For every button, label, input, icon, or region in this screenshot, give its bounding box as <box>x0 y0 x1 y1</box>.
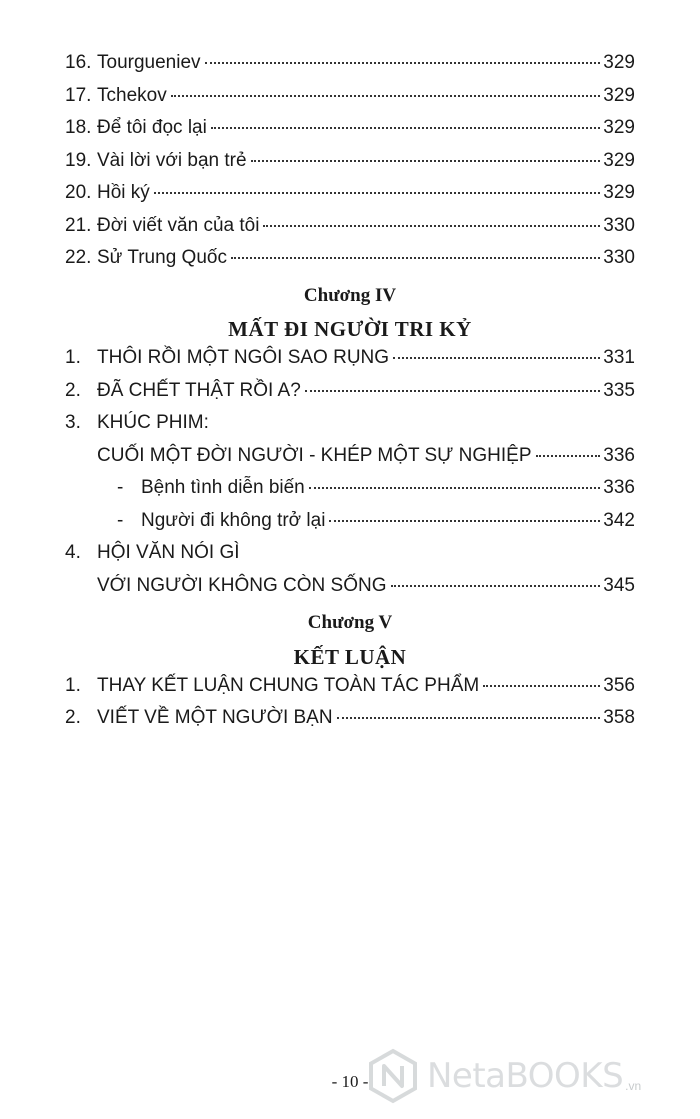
dot-leader <box>211 127 600 129</box>
entry-number: 1. <box>65 347 81 368</box>
entry-title: HỘI VĂN NÓI GÌ <box>97 542 240 563</box>
toc-entry <box>65 380 635 413</box>
dot-leader <box>483 685 600 687</box>
entry-number: 20. <box>65 182 92 203</box>
entry-page: 331 <box>603 347 635 368</box>
toc-entry-continuation <box>65 445 635 478</box>
entry-title: VIẾT VỀ MỘT NGƯỜI BẠN <box>97 707 333 728</box>
entry-title-continued: VỚI NGƯỜI KHÔNG CÒN SỐNG <box>97 574 387 596</box>
entry-title: Hồi ký <box>97 182 150 203</box>
entry-title-continued: CUỐI MỘT ĐỜI NGƯỜI - KHÉP MỘT SỰ NGHIỆP <box>97 444 532 466</box>
entry-number: 2. <box>65 379 81 401</box>
toc-entry <box>65 215 635 248</box>
entry-number: 1. <box>65 674 81 696</box>
entry-title: Tourgueniev <box>97 52 201 73</box>
entry-page: 330 <box>603 214 635 236</box>
entry-title: THÔI RỒI MỘT NGÔI SAO RỤNG <box>97 347 390 368</box>
bullet-dash: - <box>117 477 124 498</box>
toc-entry <box>65 150 635 183</box>
toc-entry-first-line <box>65 412 635 445</box>
toc-entry <box>65 675 635 708</box>
toc-entry <box>65 85 635 118</box>
toc-entry <box>65 182 635 215</box>
table-of-contents <box>65 52 635 740</box>
entry-page: 358 <box>603 707 635 728</box>
entry-page: 336 <box>603 477 635 498</box>
dot-leader <box>305 390 601 392</box>
entry-page: 335 <box>603 379 635 401</box>
entry-number: 4. <box>65 542 81 563</box>
bullet-dash: - <box>117 509 124 531</box>
toc-entry-continuation <box>65 575 635 608</box>
toc-entry <box>65 347 635 380</box>
dot-leader <box>536 455 601 457</box>
dot-leader <box>251 160 601 162</box>
dot-leader <box>154 192 601 194</box>
entry-title: Để tôi đọc lại <box>97 117 207 138</box>
dot-leader <box>263 225 600 227</box>
toc-entry <box>65 707 635 740</box>
toc-entry <box>65 117 635 150</box>
subentry-title: Bệnh tình diễn biến <box>141 477 305 498</box>
entry-page: 329 <box>603 52 635 73</box>
entry-title: ĐÃ CHẾT THẬT RỒI A? <box>97 379 301 401</box>
dot-leader <box>329 520 600 522</box>
toc-entry <box>65 247 635 280</box>
entry-number: 19. <box>65 149 92 171</box>
toc-entry-first-line <box>65 542 635 575</box>
entry-title: KHÚC PHIM: <box>97 412 209 433</box>
entry-title: Tchekov <box>97 84 167 106</box>
entry-title: Sử Trung Quốc <box>97 247 227 268</box>
entry-title: Vài lời với bạn trẻ <box>97 149 247 171</box>
entry-page: 329 <box>603 84 635 106</box>
entry-number: 18. <box>65 117 92 138</box>
entry-title: THAY KẾT LUẬN CHUNG TOÀN TÁC PHẨM <box>97 674 480 696</box>
dot-leader <box>309 487 601 489</box>
entry-page: 356 <box>603 674 635 696</box>
entry-page: 329 <box>603 149 635 171</box>
entry-page: 330 <box>603 247 635 268</box>
chapter-title: MẤT ĐI NGƯỜI TRI KỶ <box>228 317 472 341</box>
subentry-title: Người đi không trở lại <box>141 509 326 531</box>
entry-page: 345 <box>603 574 635 596</box>
entry-title: Đời viết văn của tôi <box>97 214 260 236</box>
entry-page: 329 <box>603 117 635 138</box>
entry-number: 2. <box>65 707 81 728</box>
chapter-label: Chương V <box>307 612 393 633</box>
entry-number: 3. <box>65 412 81 433</box>
entry-number: 17. <box>65 84 92 106</box>
entry-number: 21. <box>65 214 92 236</box>
toc-subentry <box>65 510 635 543</box>
entry-number: 22. <box>65 247 92 268</box>
watermark <box>365 1045 695 1107</box>
entry-page: 336 <box>603 444 635 466</box>
watermark-brand: NetaBOOKS <box>427 1056 624 1096</box>
dot-leader <box>231 257 600 259</box>
chapter-title: KẾT LUẬN <box>293 644 407 669</box>
netabooks-logo-icon <box>365 1048 421 1104</box>
entry-number: 16. <box>65 52 92 73</box>
chapter-label: Chương IV <box>303 284 397 306</box>
dot-leader <box>171 95 601 97</box>
dot-leader <box>337 717 601 719</box>
dot-leader <box>393 357 600 359</box>
entry-page: 342 <box>603 509 635 531</box>
toc-entry <box>65 52 635 85</box>
watermark-domain: .vn <box>625 1079 642 1093</box>
dot-leader <box>391 585 601 587</box>
dot-leader <box>205 62 601 64</box>
page-number: - 10 - <box>331 1072 369 1091</box>
toc-subentry <box>65 477 635 510</box>
entry-page: 329 <box>603 182 635 203</box>
